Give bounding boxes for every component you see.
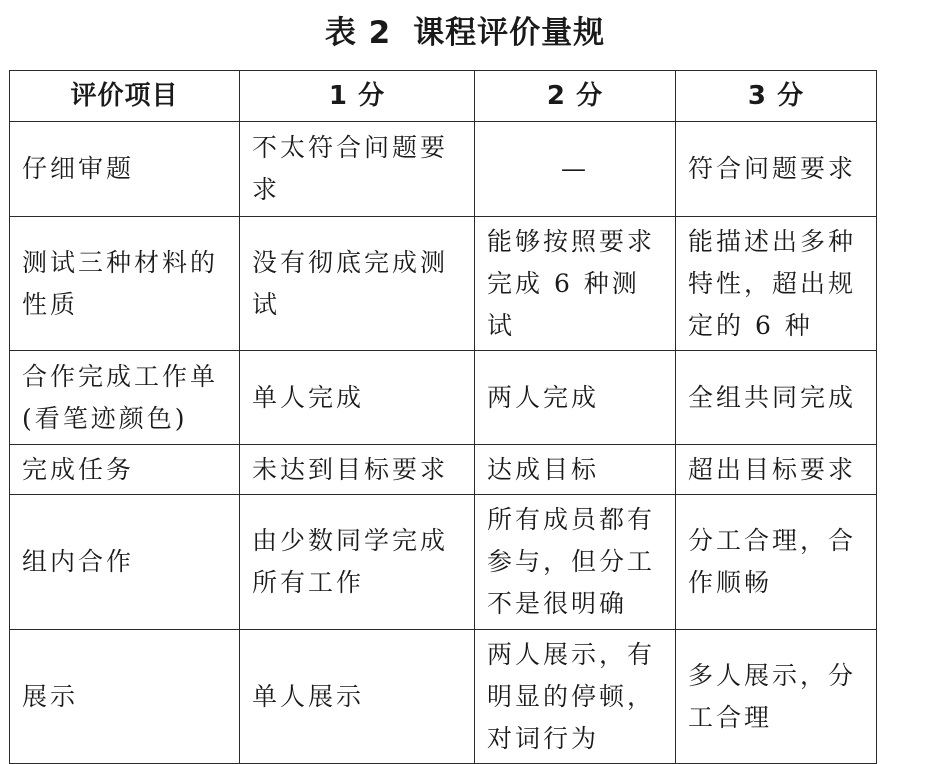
row-score-1: 单人展示: [240, 630, 475, 764]
row-item: 合作完成工作单(看笔迹颜色): [10, 351, 240, 445]
header-row: [10, 71, 877, 122]
table-row: [10, 351, 877, 445]
header-score-1: 1 分: [240, 71, 475, 122]
header-item: 评价项目: [10, 71, 240, 122]
row-score-3: 能描述出多种特性，超出规定的 6 种: [676, 217, 877, 351]
row-item: 测试三种材料的性质: [10, 217, 240, 351]
row-score-2: 达成目标: [475, 445, 676, 495]
row-score-3: 分工合理，合作顺畅: [676, 495, 877, 630]
row-score-1: 未达到目标要求: [240, 445, 475, 495]
table-number: 表 2: [324, 15, 392, 51]
row-score-2: 所有成员都有参与，但分工不是很明确: [475, 495, 676, 630]
row-item: 展示: [10, 630, 240, 764]
table-title: [0, 10, 930, 56]
table-row: [10, 445, 877, 495]
row-score-2: 两人展示，有明显的停顿，对词行为: [475, 630, 676, 764]
table-row: [10, 122, 877, 217]
row-score-3: 多人展示，分工合理: [676, 630, 877, 764]
row-score-1: 没有彻底完成测试: [240, 217, 475, 351]
table-row: [10, 630, 877, 764]
table-row: [10, 495, 877, 630]
rubric-table: [9, 70, 877, 764]
row-score-2: —: [475, 122, 676, 217]
row-score-3: 全组共同完成: [676, 351, 877, 445]
row-score-2: 两人完成: [475, 351, 676, 445]
row-score-3: 符合问题要求: [676, 122, 877, 217]
row-score-1: 由少数同学完成所有工作: [240, 495, 475, 630]
header-score-2: 2 分: [475, 71, 676, 122]
row-item: 完成任务: [10, 445, 240, 495]
row-item: 仔细审题: [10, 122, 240, 217]
header-score-3: 3 分: [676, 71, 877, 122]
row-score-2: 能够按照要求完成 6 种测试: [475, 217, 676, 351]
table-caption: 课程评价量规: [413, 15, 606, 51]
table-row: [10, 217, 877, 351]
row-score-3: 超出目标要求: [676, 445, 877, 495]
row-score-1: 单人完成: [240, 351, 475, 445]
row-score-1: 不太符合问题要求: [240, 122, 475, 217]
row-item: 组内合作: [10, 495, 240, 630]
